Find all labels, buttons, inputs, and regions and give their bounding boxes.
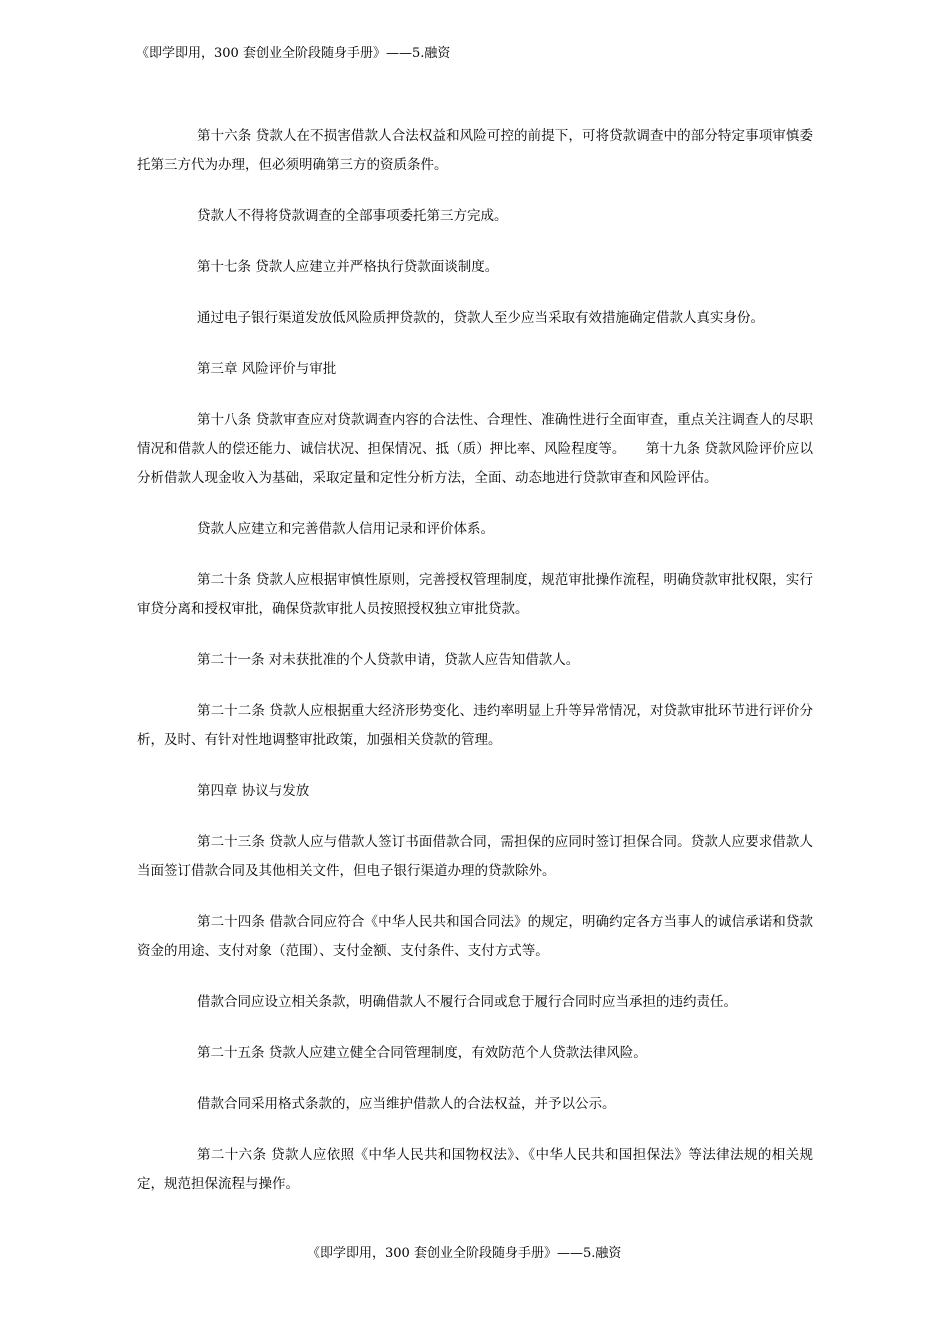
article-22: 第二十二条 贷款人应根据重大经济形势变化、违约率明显上升等异常情况，对贷款审批环节进行评价分析，及时、有针对性地调整审批政策，加强相关贷款的管理。 — [137, 703, 813, 748]
article-26: 第二十六条 贷款人应依照《中华人民共和国物权法》、《中华人民共和国担保法》等法律法规的相关规定，规范担保流程与操作。 — [137, 1147, 813, 1192]
chapter-4-heading: 第四章 协议与发放 — [197, 783, 310, 799]
article-16: 第十六条 贷款人在不损害借款人合法权益和风险可控的前提下，可将贷款调查中的部分特定事项审慎委托第三方代为办理，但必须明确第三方的资质条件。 — [137, 128, 813, 173]
page-header: 《即学即用，300 套创业全阶段随身手册》——5.融资 — [136, 46, 451, 61]
article-23: 第二十三条 贷款人应与借款人签订书面借款合同，需担保的应同时签订担保合同。贷款人应要求借款人当面签订借款合同及其他相关文件，但电子银行渠道办理的贷款除外。 — [137, 834, 813, 879]
paragraph: 借款合同应设立相关条款，明确借款人不履行合同或怠于履行合同时应当承担的违约责任。 — [197, 994, 737, 1010]
article-21: 第二十一条 对未获批准的个人贷款申请，贷款人应告知借款人。 — [197, 652, 580, 668]
paragraph: 贷款人不得将贷款调查的全部事项委托第三方完成。 — [197, 208, 508, 224]
paragraph: 借款合同采用格式条款的，应当维护借款人的合法权益，并予以公示。 — [197, 1096, 616, 1112]
paragraph: 贷款人应建立和完善借款人信用记录和评价体系。 — [197, 521, 494, 537]
document-body — [137, 122, 813, 1221]
article-24: 第二十四条 借款合同应符合《中华人民共和国合同法》的规定，明确约定各方当事人的诚信承诺和贷款资金的用途、支付对象（范围）、支付金额、支付条件、支付方式等。 — [137, 914, 813, 959]
paragraph: 通过电子银行渠道发放低风险质押贷款的，贷款人至少应当采取有效措施确定借款人真实身份。 — [197, 310, 764, 326]
article-20: 第二十条 贷款人应根据审慎性原则，完善授权管理制度，规范审批操作流程，明确贷款审批权限，实行审贷分离和授权审批，确保贷款审批人员按照授权独立审批贷款。 — [137, 572, 813, 617]
article-25: 第二十五条 贷款人应建立健全合同管理制度，有效防范个人贷款法律风险。 — [197, 1045, 647, 1061]
page-footer: 《即学即用，300 套创业全阶段随身手册》——5.融资 — [307, 1246, 622, 1261]
article-17: 第十七条 贷款人应建立并严格执行贷款面谈制度。 — [197, 259, 499, 275]
chapter-3-heading: 第三章 风险评价与审批 — [197, 361, 337, 377]
article-18-19: 第十八条 贷款审查应对贷款调查内容的合法性、合理性、准确性进行全面审查，重点关注调查人的尽职情况和借款人的偿还能力、诚信状况、担保情况、抵（质）押比率、风险程度等。 第十九条 贷款风险评价应以分析借款人现金收入为基础，采取定量和定性分析方法，全面、动态地进行贷款审查和风险评估。 — [137, 412, 813, 486]
